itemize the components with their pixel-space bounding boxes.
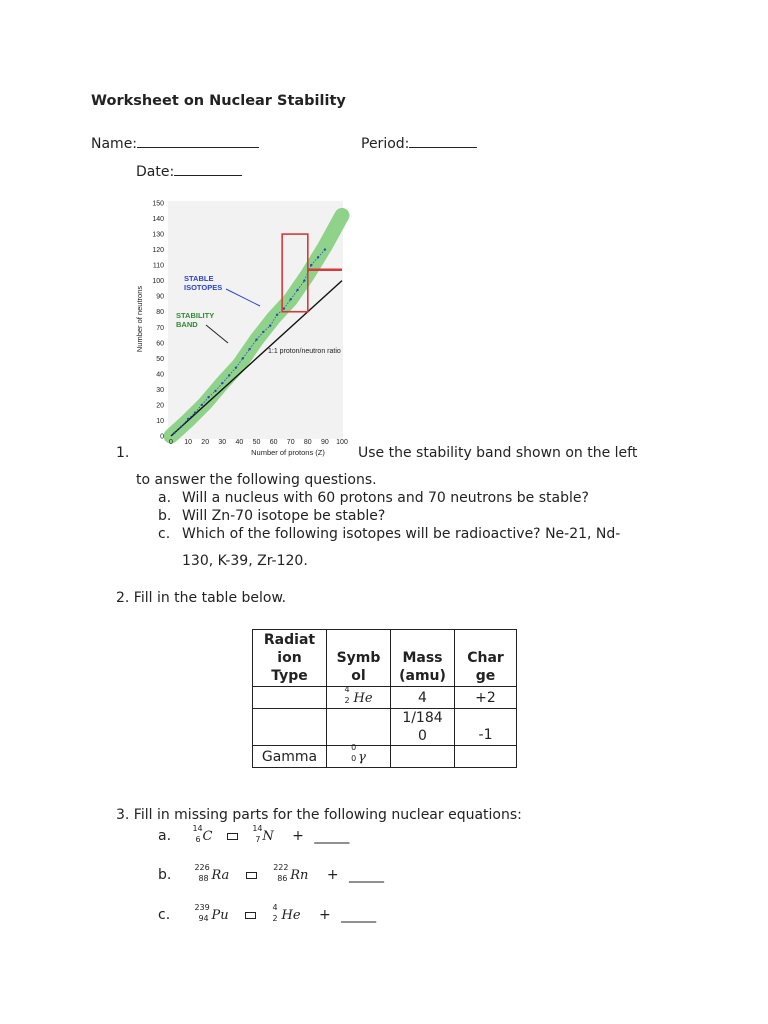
y-axis-ticks xyxy=(152,201,164,441)
row2-type xyxy=(253,709,327,746)
isotope-point xyxy=(269,325,271,327)
isotope-point xyxy=(276,314,278,316)
equation-b-plus: + xyxy=(326,867,339,883)
header-type: Radiat ion Type xyxy=(253,630,327,687)
row1-mass: 4 xyxy=(391,687,455,709)
y-tick-label: 50 xyxy=(156,355,164,363)
x-tick-label: 90 xyxy=(321,439,329,446)
row1-symbol: 4 2 He xyxy=(327,687,391,709)
equation-c-blank: _____ xyxy=(341,907,377,923)
equation-b xyxy=(158,863,385,883)
worksheet-title: Worksheet on Nuclear Stability xyxy=(91,93,346,109)
x-tick-label: 50 xyxy=(252,439,261,446)
isotope-point xyxy=(248,348,250,350)
x-axis-ticks xyxy=(169,439,348,446)
x-tick-label: 60 xyxy=(269,439,278,446)
q1a-label: a. xyxy=(158,490,172,506)
isotope-point xyxy=(290,298,292,300)
isotope-point xyxy=(207,396,209,398)
row1-charge: +2 xyxy=(455,687,517,709)
y-tick-label: 60 xyxy=(156,340,164,348)
row2-mass: 1/184 0 xyxy=(391,709,455,746)
name-blank xyxy=(137,133,259,148)
x-tick-label: 0 xyxy=(169,439,173,446)
y-tick-label: 80 xyxy=(156,309,164,317)
stable-label-1: STABLE xyxy=(184,274,214,283)
isotope-point xyxy=(317,256,319,258)
isotope-point xyxy=(310,264,312,266)
equation-c xyxy=(158,903,377,923)
y-tick-label: 40 xyxy=(156,371,164,379)
equation-a xyxy=(158,824,350,844)
row3-mass xyxy=(391,746,455,768)
isotope-point xyxy=(228,374,230,376)
q1c-label: c. xyxy=(158,526,171,542)
y-tick-label: 70 xyxy=(156,324,164,332)
isotope-point xyxy=(262,331,264,333)
isotope-point xyxy=(283,307,285,309)
reaction-arrow-icon xyxy=(246,872,257,879)
x-axis-label: Number of protons (Z) xyxy=(251,448,325,457)
table-row xyxy=(253,687,517,709)
name-field xyxy=(91,133,259,152)
row1-type xyxy=(253,687,327,709)
y-tick-label: 10 xyxy=(156,417,164,425)
isotope-point xyxy=(242,357,244,359)
date-label: Date: xyxy=(136,164,175,180)
row2-symbol xyxy=(327,709,391,746)
header-mass: Mass (amu) xyxy=(391,630,455,687)
table-row xyxy=(253,746,517,768)
equation-b-reactant: 226 88 Ra xyxy=(194,863,230,883)
band-label-1: STABILITY xyxy=(176,311,215,320)
equation-c-plus: + xyxy=(318,907,331,923)
isotope-point xyxy=(214,390,216,392)
x-tick-label: 30 xyxy=(218,439,227,446)
y-tick-label: 140 xyxy=(152,216,164,224)
equation-a-plus: + xyxy=(292,828,304,844)
stability-chart xyxy=(128,193,363,463)
isotope-point xyxy=(180,425,182,427)
equation-a-product: 14 7 N xyxy=(252,824,274,844)
isotope-point xyxy=(221,382,223,384)
q1-line2: to answer the following questions. xyxy=(136,472,377,488)
reaction-arrow-icon xyxy=(227,833,238,840)
name-label: Name: xyxy=(91,136,138,152)
isotope-point xyxy=(296,289,298,291)
radiation-table xyxy=(252,629,517,768)
isotope-point xyxy=(235,366,237,368)
equation-c-reactant: 239 94 Pu xyxy=(194,903,229,923)
equation-c-product: 4 2 He xyxy=(272,903,301,923)
row3-symbol: 0 0 γ xyxy=(327,746,391,768)
table-row xyxy=(253,709,517,746)
q1c-line2: 130, K-39, Zr-120. xyxy=(182,553,308,569)
isotope-point xyxy=(303,279,305,281)
equation-b-product: 222 86 Rn xyxy=(273,863,309,883)
y-tick-label: 130 xyxy=(152,231,164,239)
header-symbol: Symb ol xyxy=(327,630,391,687)
date-blank xyxy=(174,161,242,176)
header-charge: Char ge xyxy=(455,630,517,687)
equation-b-label: b. xyxy=(158,867,172,883)
ratio-label: 1:1 proton/neutron ratio xyxy=(268,348,341,355)
q1b-text: Will Zn-70 isotope be stable? xyxy=(182,508,386,524)
q1c-line1: Which of the following isotopes will be radioactive? Ne-21, Nd- xyxy=(182,526,621,542)
x-tick-label: 100 xyxy=(336,439,348,446)
y-tick-label: 20 xyxy=(156,402,164,410)
equation-b-blank: _____ xyxy=(349,867,385,883)
reaction-arrow-icon xyxy=(245,912,256,919)
y-tick-label: 0 xyxy=(160,433,164,441)
row2-charge: -1 xyxy=(455,709,517,746)
y-tick-label: 120 xyxy=(152,247,164,255)
period-label: Period: xyxy=(361,136,410,152)
isotope-point xyxy=(201,404,203,406)
y-tick-label: 110 xyxy=(152,262,164,270)
q1b-label: b. xyxy=(158,508,172,524)
q3-text: 3. Fill in missing parts for the following nuclear equations: xyxy=(116,807,522,823)
equation-a-blank: _____ xyxy=(314,828,350,844)
equation-a-label: a. xyxy=(158,828,172,844)
y-tick-label: 150 xyxy=(152,200,164,208)
equation-c-label: c. xyxy=(158,907,171,923)
band-label-2: BAND xyxy=(176,320,198,329)
y-tick-label: 30 xyxy=(156,386,164,394)
isotope-point xyxy=(255,338,257,340)
isotope-point xyxy=(324,248,326,250)
x-tick-label: 80 xyxy=(303,439,312,446)
q1-line1: Use the stability band shown on the left xyxy=(358,445,638,461)
table-header-row xyxy=(253,630,517,687)
x-tick-label: 20 xyxy=(201,439,210,446)
row3-charge xyxy=(455,746,517,768)
q2-text: 2. Fill in the table below. xyxy=(116,590,287,606)
date-field xyxy=(136,161,242,180)
y-tick-label: 100 xyxy=(152,278,164,286)
y-axis-label: Number of neutrons xyxy=(135,285,144,353)
isotope-point xyxy=(187,418,189,420)
equation-a-reactant: 14 6 C xyxy=(192,824,213,844)
period-field xyxy=(361,133,477,152)
period-blank xyxy=(409,133,477,148)
q1a-text: Will a nucleus with 60 protons and 70 neutrons be stable? xyxy=(182,490,589,506)
isotope-point xyxy=(194,412,196,414)
stable-label-2: ISOTOPES xyxy=(184,283,223,292)
x-tick-label: 70 xyxy=(286,439,295,446)
x-tick-label: 10 xyxy=(184,439,192,446)
q1-number: 1. xyxy=(116,445,130,461)
y-tick-label: 90 xyxy=(156,293,164,301)
row3-type: Gamma xyxy=(253,746,327,768)
x-tick-label: 40 xyxy=(235,439,244,446)
isotope-point xyxy=(173,432,175,434)
